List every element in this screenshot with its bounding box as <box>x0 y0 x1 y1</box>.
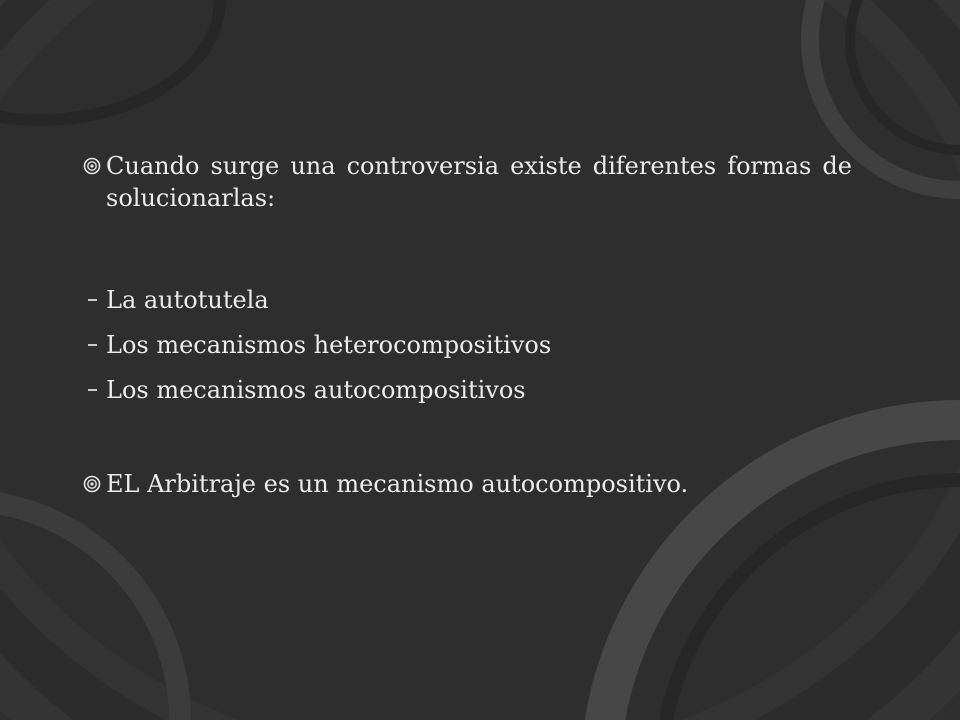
list-item <box>82 284 852 316</box>
list-item <box>82 374 852 406</box>
conclusion-paragraph-text: EL Arbitraje es un mecanismo autocompositivo. <box>106 470 689 498</box>
dash-bullet-icon <box>82 329 102 361</box>
list-item <box>82 329 852 361</box>
intro-paragraph <box>82 150 852 214</box>
dash-bullet-icon <box>82 374 102 406</box>
list-item-text: Los mecanismos autocompositivos <box>106 376 526 404</box>
conclusion-paragraph <box>82 468 852 500</box>
target-bullet-icon <box>82 150 102 182</box>
target-bullet-icon <box>82 468 102 500</box>
list-item-text: La autotutela <box>106 286 269 314</box>
dash-bullet-icon <box>82 284 102 316</box>
list-item-text: Los mecanismos heterocompositivos <box>106 331 552 359</box>
intro-paragraph-text: Cuando surge una controversia existe diferentes formas de solucionarlas: <box>106 152 852 212</box>
